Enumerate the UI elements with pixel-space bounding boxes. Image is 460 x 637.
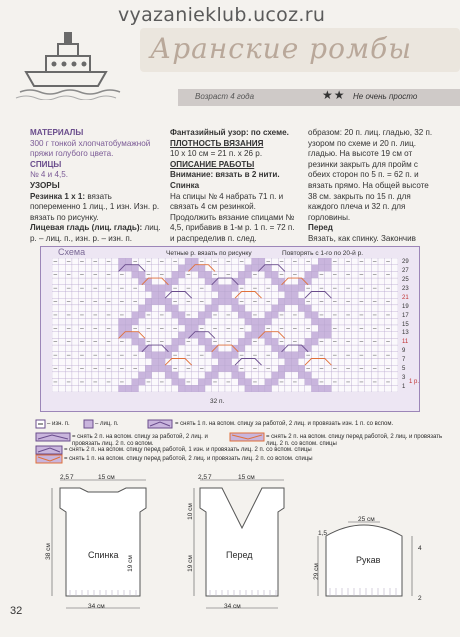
front-shoulder-label: 7 — [208, 474, 212, 481]
stockinette-text: лиц. р. – лиц. п., изн. р. – изн. п. — [30, 223, 161, 243]
back-continued-text: образом: 20 п. лиц. гладью, 32 п. узором по схеме и 20 п. лиц. гладью. На высоте 19 см от резинки закрыть для пройм с обеих сторон по 5 п. = 62 п. и вязать прямо. На общей высоте 38 см. закрыть по 15 п. для каждого плеча и 32 п. для горловины. — [308, 128, 433, 222]
row-number: 1 — [402, 384, 406, 391]
front-heading: Перед — [308, 223, 333, 233]
back-neck-label: 15 см — [98, 474, 115, 481]
needles-heading: СПИЦЫ — [30, 159, 62, 169]
legend-knit: – лиц. п. — [95, 421, 119, 427]
legend-purl: – изн. п. — [47, 421, 70, 427]
sleeve-piece-name: Рукав — [356, 555, 381, 565]
front-text: Вязать, как спинку. Закончив — [308, 233, 416, 243]
front-side-label: 2,5 — [198, 474, 208, 481]
front-neck-depth-label: 10 см — [186, 503, 194, 520]
chart-width-label: 32 п. — [210, 398, 225, 405]
front-neck-label: 15 см — [238, 474, 255, 481]
back-text: На спицы № 4 набрать 71 п. и связать 4 см резинкой. Продолжить вязание спицами № 4,5, прибавив в 1-м р. 1 п. = 72 п. и распределив п. след. — [170, 191, 295, 243]
front-width-label: 34 см — [224, 603, 241, 610]
garment-patterns — [30, 470, 450, 620]
page-title: Аранские ромбы — [150, 32, 413, 65]
legend-cable-4: = снять 2 п. на вспом. спицу перед работой, 1 изн. и провязать лиц. 2 п. со вспом. спицы — [64, 447, 312, 453]
row-number: 25 — [402, 276, 409, 283]
sleeve-side-label: 1,5 — [318, 530, 328, 537]
front-piece-name: Перед — [226, 550, 253, 560]
legend-cable-2: = снять 2 п. на вспом. спицу за работой, 2 лиц. и провязать лиц. 2 п. со вспом. — [72, 434, 208, 447]
sleeve-side2-label: 4 — [418, 545, 422, 552]
back-heading: Спинка — [170, 180, 200, 190]
row-number: 15 — [402, 321, 409, 328]
difficulty-label: Не очень просто — [353, 92, 418, 101]
row-number: 23 — [402, 285, 409, 292]
materials-heading: МАТЕРИАЛЫ — [30, 128, 84, 137]
stockinette-name: Лицевая гладь (лиц. гладь): — [30, 223, 143, 233]
column-gauge — [170, 128, 300, 245]
legend-cable-5: = снять 1 п. на вспом. спицу перед работой, 2 лиц. и провязать лиц. 2 п. со вспом. спицы — [64, 456, 313, 462]
row-number: 19 — [402, 303, 409, 310]
schema-header-repeat: Повторять с 1-го по 20-й р. — [282, 250, 364, 257]
rib-text: вязать попеременно 1 лиц., 1 изн. Изн. р. вязать по рисунку. — [30, 191, 160, 222]
sleeve-top-label: 25 см — [358, 516, 375, 523]
sleeve-height-label: 29 см — [312, 563, 320, 580]
rib-paragraph — [30, 192, 162, 224]
gauge-heading: ПЛОТНОСТЬ ВЯЗАНИЯ — [170, 138, 264, 148]
column-front — [308, 128, 440, 245]
stockinette-paragraph — [30, 223, 162, 244]
description-heading: ОПИСАНИЕ РАБОТЫ — [170, 159, 255, 169]
row-number: 17 — [402, 312, 409, 319]
legend-cable-3: = снять 2 п. на вспом. спицу перед работой, 2 лиц. и провязать лиц. 2 п. со вспом. спицы — [266, 434, 443, 447]
back-width-label: 34 см — [88, 603, 105, 610]
sleeve-cuff-label: 2 — [418, 595, 422, 602]
attention-text: Внимание: вязать в 2 нити. — [170, 170, 280, 180]
gauge-text: 10 х 10 см = 21 п. х 26 р. — [170, 149, 263, 159]
knitting-chart-grid — [52, 258, 398, 392]
back-piece-name: Спинка — [88, 550, 119, 560]
row-number: 29 — [402, 259, 409, 265]
row-number: 5 — [402, 366, 406, 373]
row-number: 9 — [402, 348, 406, 355]
site-url: vyazanieklub.ucoz.ru — [118, 4, 326, 26]
fancy-pattern: Фантазийный узор: по схеме. — [170, 128, 289, 137]
legend-cable-1: = снять 1 п. на вспом. спицу за работой, 2 лиц. и провязать изн. 1 п. со вспом. — [175, 421, 394, 427]
age-label: Возраст 4 года — [195, 92, 255, 101]
rib-name: Резинка 1 х 1: — [30, 191, 86, 201]
front-armhole-label: 19 см — [186, 555, 194, 572]
materials-text: 300 г тонкой хлопчатобумажной пряжи голубого цвета. — [30, 138, 151, 159]
back-side-label: 2,5 — [60, 474, 70, 481]
row-number: 7 — [402, 357, 406, 364]
page-number: 32 — [10, 605, 23, 617]
back-armhole-label: 19 см — [126, 555, 134, 572]
needles-text: № 4 и 4,5. — [30, 170, 68, 180]
boat-logo-icon — [6, 10, 126, 100]
back-height-label: 38 см — [44, 543, 52, 560]
schema-title: Схема — [58, 247, 86, 257]
difficulty-stars: ★★ — [322, 88, 346, 102]
row-number: 27 — [402, 267, 409, 274]
row-number: 11 — [402, 339, 409, 346]
row-number: 3 — [402, 375, 406, 382]
first-row-label: 1 р. — [409, 379, 420, 385]
row-number: 21 — [402, 294, 409, 301]
back-shoulder-label: 7 — [70, 474, 74, 481]
row-number: 13 — [402, 330, 409, 337]
schema-header-even: Четные р. вязать по рисунку — [166, 250, 252, 257]
column-materials — [30, 128, 162, 245]
patterns-heading: УЗОРЫ — [30, 180, 60, 190]
